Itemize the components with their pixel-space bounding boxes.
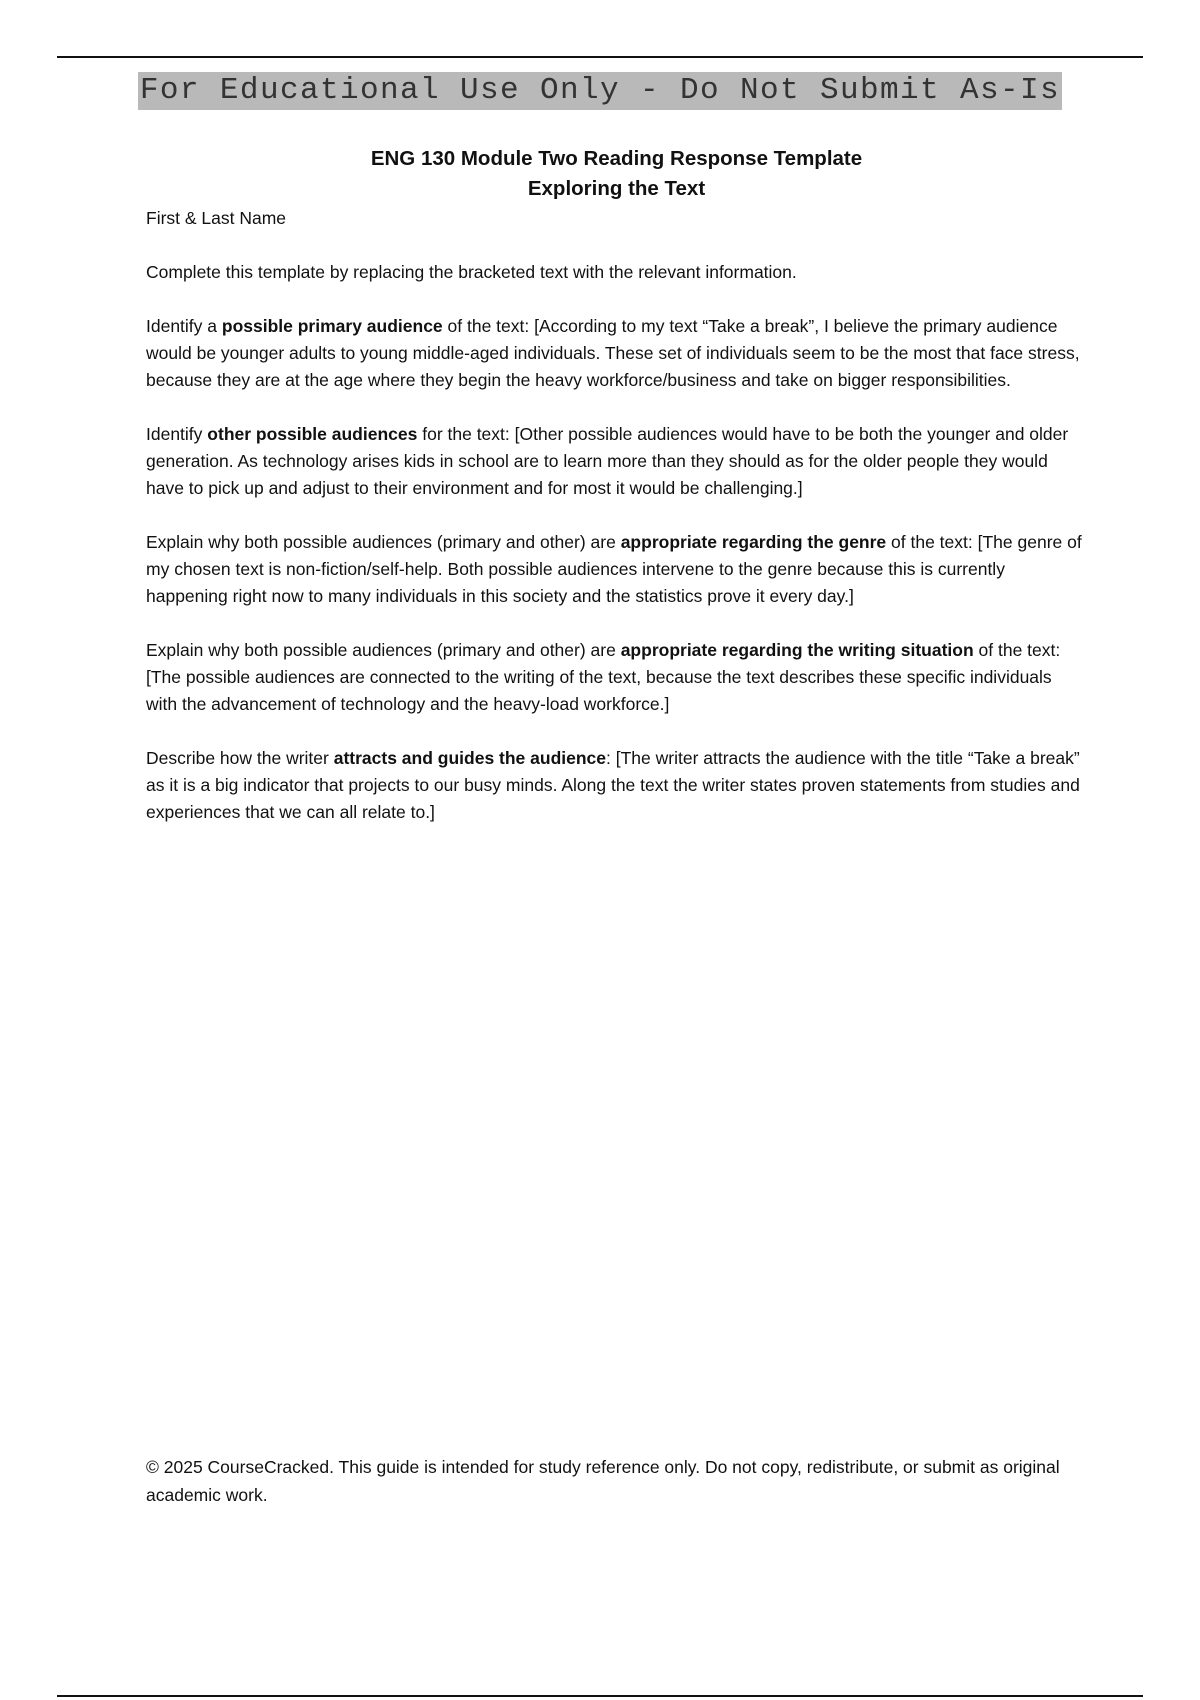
top-rule: [57, 56, 1143, 58]
copyright-footer: © 2025 CourseCracked. This guide is intended for study reference only. Do not copy, redistribute, or submit as original academic work.: [146, 1457, 1060, 1505]
section-bold-term: appropriate regarding the genre: [620, 532, 887, 552]
section-answer: [Other possible audiences would have to be both the younger and older generation. As technology arises kids in school are to learn more than they should as for the older people they would have to pick up and adjust to their environment and for most it would be challenging.]: [146, 424, 1069, 498]
section-bold-term: other possible audiences: [207, 424, 418, 444]
section-answer: [The genre of my chosen text is non-fiction/self-help. Both possible audiences intervene to the genre because this is currently happening right now to many individuals in this society and the statistics prove it every day.]: [146, 532, 1082, 606]
document-body: [146, 205, 1086, 853]
title-line-2: Exploring the Text: [527, 177, 706, 200]
watermark-text: For Educational Use Only - Do Not Submit As-Is: [139, 73, 1061, 108]
name-label: First & Last Name: [146, 208, 287, 228]
section-prefix: Explain why both possible audiences (primary and other) are: [146, 640, 621, 660]
section-answer: [The possible audiences are connected to the writing of the text, because the text describes these specific individuals with the advancement of technology and the heavy-load workforce.]: [146, 667, 1052, 714]
section-prefix: Explain why both possible audiences (primary and other) are: [146, 532, 621, 552]
watermark-banner: [0, 72, 1200, 110]
section-suffix: of the text:: [973, 640, 1061, 660]
section-prefix: Describe how the writer: [146, 748, 334, 768]
section-bold-term: attracts and guides the audience: [333, 748, 607, 768]
section-bold-term: possible primary audience: [221, 316, 443, 336]
section-writing-situation: [146, 637, 1086, 718]
section-other-audiences: [146, 421, 1086, 502]
section-suffix: :: [606, 748, 616, 768]
section-suffix: of the text:: [886, 532, 978, 552]
section-answer: [The writer attracts the audience with the title “Take a break” as it is a big indicator that projects to our busy minds. Along the text the writer states proven statements from studies and experiences that we can all relate to.]: [146, 748, 1080, 822]
section-suffix: for the text:: [417, 424, 515, 444]
section-bold-term: appropriate regarding the writing situation: [620, 640, 974, 660]
document-title: [0, 144, 1200, 204]
instructions: Complete this template by replacing the bracketed text with the relevant information.: [146, 262, 797, 282]
section-answer: [According to my text “Take a break”, I believe the primary audience would be younger adults to young middle-aged individuals. These set of individuals seem to be the most that face stress, because they are at the age where they begin the heavy workforce/business and take on bigger responsibilities.: [146, 316, 1080, 390]
section-prefix: Identify a: [146, 316, 222, 336]
section-genre: [146, 529, 1086, 610]
title-line-1: ENG 130 Module Two Reading Response Template: [370, 147, 863, 170]
section-primary-audience: [146, 313, 1086, 394]
section-prefix: Identify: [146, 424, 208, 444]
section-attracts-audience: [146, 745, 1086, 826]
bottom-rule: [57, 1695, 1143, 1697]
section-suffix: of the text:: [442, 316, 535, 336]
